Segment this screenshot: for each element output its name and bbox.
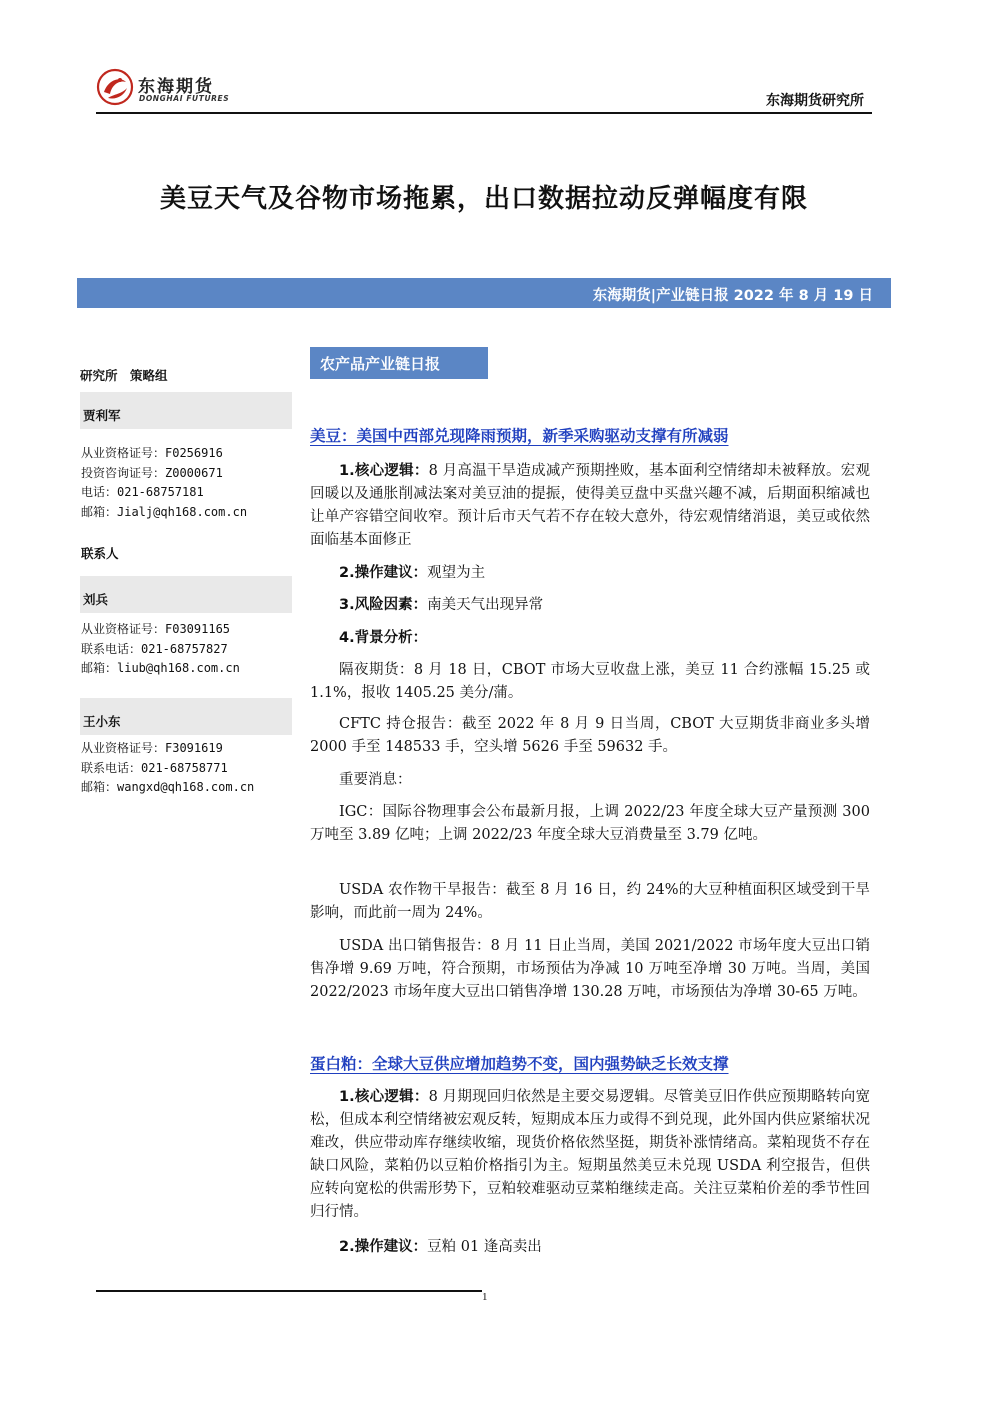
analyst-info <box>81 444 247 522</box>
company-logo <box>96 68 236 108</box>
operation-label: 2.操作建议： <box>339 565 428 581</box>
logo-text-cn: 东海期货 <box>138 77 214 97</box>
sidebar-org: 研究所 策略组 <box>80 368 168 383</box>
operation-label: 2.操作建议： <box>339 1239 428 1255</box>
section-tag <box>310 347 488 379</box>
analyst-license: 从业资格证号：F3091619 <box>81 741 223 755</box>
analyst-phone: 联系电话：021-68758771 <box>81 760 228 775</box>
risk-label: 3.风险因素： <box>339 597 428 613</box>
meal-logic <box>310 1086 870 1224</box>
risk-text: 南美天气出现异常 <box>427 597 544 613</box>
analyst-name: 王小东 <box>83 714 121 729</box>
analyst-consult-license: 投资咨询证号：Z0000671 <box>81 465 223 480</box>
paragraph: IGC：国际谷物理事会公布最新月报，上调 2022/23 年度全球大豆产量预测 300 万吨至 3.89 亿吨；上调 2022/23 年度全球大豆消费量至 3.79 亿吨。 <box>310 804 870 843</box>
logic-label: 1.核心逻辑： <box>339 463 429 479</box>
analyst-phone: 联系电话：021-68757827 <box>81 641 228 656</box>
institute-name: 东海期货研究所 <box>766 93 864 109</box>
analyst-name: 刘兵 <box>83 592 109 607</box>
analyst-phone: 电话：021-68757181 <box>81 485 204 499</box>
section-tag-text: 农产品产业链日报 <box>320 355 441 373</box>
soybean-background <box>310 627 870 650</box>
analyst-name-box <box>80 392 292 429</box>
analyst-info <box>81 620 240 679</box>
report-title: 美豆天气及谷物市场拖累，出口数据拉动反弹幅度有限 <box>159 184 808 214</box>
paragraph: USDA 出口销售报告：8 月 11 日止当周，美国 2021/2022 市场年度大豆出口销售净增 9.69 万吨，符合预期，市场预估为净减 10 万吨至净增 30 万吨。当周，美国 2022/2023 市场年度大豆出口销售净增 130.28 万吨，市场预估为净增 30-65 万吨。 <box>310 938 870 1000</box>
logic-text: 8 月期现回归依然是主要交易逻辑。尽管美豆旧作供应预期略转向宽松，但成本利空情绪被宏观反转，短期成本压力或得不到兑现，此外国内供应紧缩状况难改，供应带动库存继续收缩，现货价格依然坚挺，期货补涨情绪高。菜粕现货不存在缺口风险，菜粕仍以豆粕价格指引为主。短期虽然美豆未兑现 USDA 利空报告，但供应转向宽松的供需形势下，豆粕较难驱动豆菜粕继续走高。关注豆菜粕价差的季节性回归行情。 <box>310 1089 870 1220</box>
page-number: 1 <box>482 1291 488 1303</box>
background-label: 4.背景分析： <box>339 630 428 646</box>
meal-operation <box>310 1236 870 1259</box>
paragraph: USDA 农作物干旱报告：截至 8 月 16 日，约 24%的大豆种植面积区域受到干旱影响，而此前一周为 24%。 <box>310 882 870 921</box>
analyst-email[interactable]: 邮箱：Jialj@qh168.com.cn <box>81 504 248 519</box>
soybean-risk <box>310 594 870 617</box>
contact-label: 联系人 <box>81 546 119 561</box>
logic-text: 8 月高温干旱造成减产预期挫败，基本面利空情绪却未被释放。宏观回暖以及通胀削减法案对美豆油的提振，使得美豆盘中买盘兴趣不减，后期面积缩减也让单产容错空间收窄。预计后市天气若不存在较大意外，待宏观情绪消退，美豆或依然面临基本面修正 <box>310 463 870 548</box>
analyst-info <box>81 739 254 798</box>
logic-label: 1.核心逻辑： <box>339 1089 429 1105</box>
soybean-operation <box>310 562 870 585</box>
meal-heading: 蛋白粕：全球大豆供应增加趋势不变，国内强势缺乏长效支撑 <box>310 1055 729 1073</box>
soybean-logic <box>310 460 870 552</box>
banner-text: 东海期货|产业链日报 2022 年 8 月 19 日 <box>592 288 873 304</box>
header-divider <box>96 112 872 114</box>
analyst-email[interactable]: 邮箱：liub@qh168.com.cn <box>81 661 240 675</box>
operation-text: 豆粕 01 逢高卖出 <box>427 1239 542 1255</box>
donghai-logo-icon <box>96 68 134 106</box>
analyst-license: 从业资格证号：F03091165 <box>81 622 231 636</box>
report-banner <box>77 278 891 308</box>
paragraph: CFTC 持仓报告：截至 2022 年 8 月 9 日当周，CBOT 大豆期货非商业多头增 2000 手至 148533 手，空头增 5626 手至 59632 手。 <box>310 716 870 755</box>
logo-text-en: DONGHAI FUTURES <box>139 94 230 103</box>
analyst-name-box <box>80 698 292 735</box>
operation-text: 观望为主 <box>427 565 486 581</box>
soybean-heading: 美豆：美国中西部兑现降雨预期，新季采购驱动支撑有所减弱 <box>310 427 729 445</box>
paragraph: 重要消息： <box>339 772 412 788</box>
analyst-name-box <box>80 576 292 613</box>
analyst-email[interactable]: 邮箱：wangxd@qh168.com.cn <box>81 780 255 794</box>
footer-divider <box>96 1290 482 1292</box>
analyst-license: 从业资格证号：F0256916 <box>81 446 223 460</box>
analyst-name: 贾利军 <box>83 408 121 423</box>
paragraph: 隔夜期货：8 月 18 日，CBOT 市场大豆收盘上涨，美豆 11 合约涨幅 15.25 或 1.1%，报收 1405.25 美分/蒲。 <box>310 662 870 701</box>
